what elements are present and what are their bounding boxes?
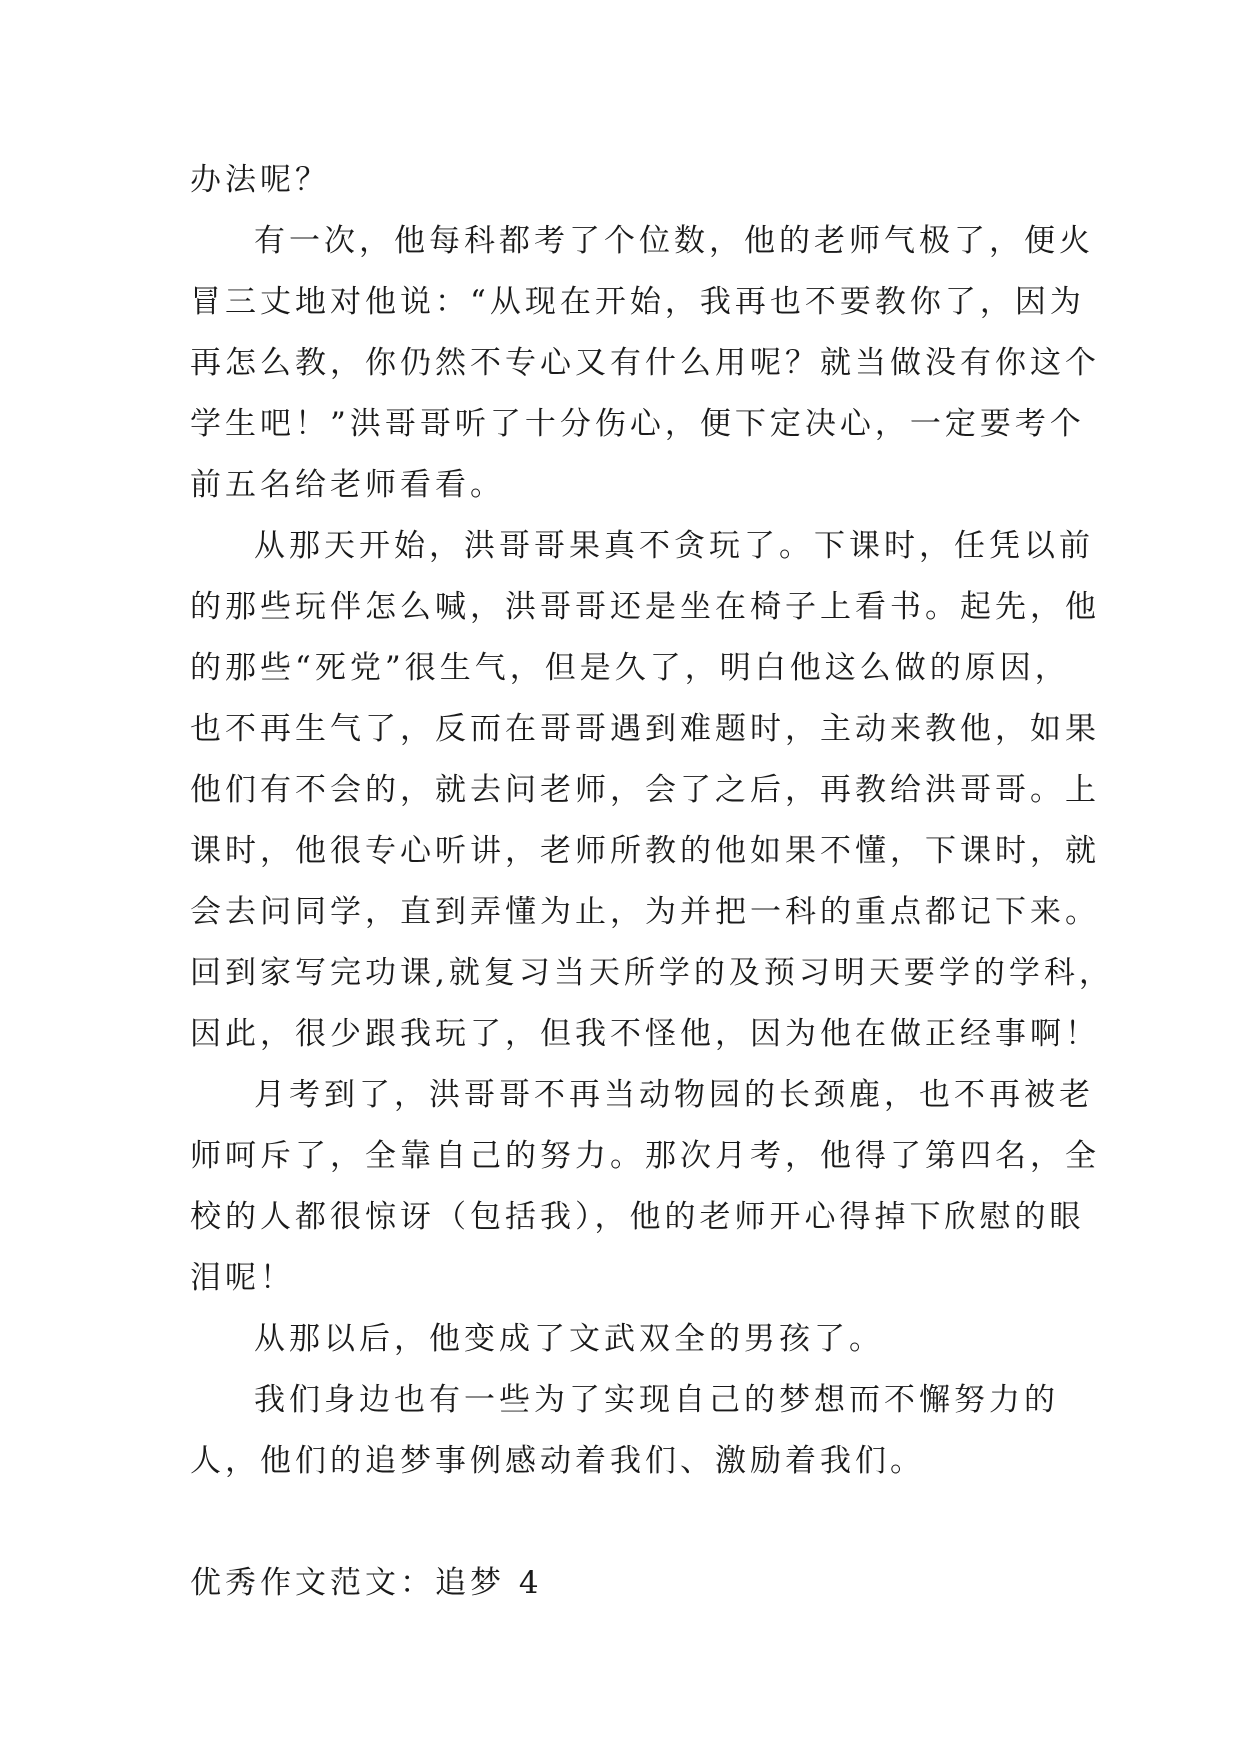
text-line: 回到家写完功课,就复习当天所学的及预习明天要学的学科，: [190, 955, 1114, 991]
text-line: 他们有不会的，就去问老师，会了之后，再教给洪哥哥。上: [190, 772, 1100, 808]
paragraph-start-line: 从那天开始，洪哥哥果真不贪玩了。下课时，任凭以前: [254, 528, 1094, 564]
text-line: 学生吧！”洪哥哥听了十分伤心，便下定决心，一定要考个: [190, 406, 1085, 442]
essay-body: [190, 150, 1114, 1614]
blank-line: [190, 1492, 1070, 1553]
text-line: 泪呢！: [190, 1260, 295, 1296]
text-line: 会去问同学，直到弄懂为止，为并把一科的重点都记下来。: [190, 894, 1100, 930]
paragraph-start-line: 月考到了，洪哥哥不再当动物园的长颈鹿，也不再被老: [254, 1077, 1094, 1113]
text-line: 人，他们的追梦事例感动着我们、激励着我们。: [190, 1443, 925, 1479]
paragraph-start-line: 我们身边也有一些为了实现自己的梦想而不懈努力的: [254, 1382, 1059, 1418]
text-line: 课时，他很专心听讲，老师所教的他如果不懂，下课时，就: [190, 833, 1100, 869]
text-line: 校的人都很惊讶（包括我），他的老师开心得掉下欣慰的眼: [190, 1199, 1085, 1235]
text-line: 也不再生气了，反而在哥哥遇到难题时，主动来教他，如果: [190, 711, 1100, 747]
text-line: 再怎么教，你仍然不专心又有什么用呢？就当做没有你这个: [190, 345, 1100, 381]
text-line: 的那些“死党”很生气，但是久了，明白他这么做的原因，: [190, 650, 1070, 686]
text-line: 冒三丈地对他说：“从现在开始，我再也不要教你了，因为: [190, 284, 1085, 320]
section-heading: 优秀作文范文：追梦 4: [190, 1565, 543, 1601]
text-line: 前五名给老师看看。: [190, 467, 505, 503]
paragraph-start-line: 有一次，他每科都考了个位数，他的老师气极了，便火: [254, 223, 1094, 259]
text-line: 的那些玩伴怎么喊，洪哥哥还是坐在椅子上看书。起先，他: [190, 589, 1100, 625]
text-line: 因此，很少跟我玩了，但我不怪他，因为他在做正经事啊！: [190, 1016, 1100, 1052]
paragraph-start-line: 从那以后，他变成了文武双全的男孩了。: [254, 1321, 884, 1357]
text-line: 师呵斥了，全靠自己的努力。那次月考，他得了第四名，全: [190, 1138, 1100, 1174]
text-line: 办法呢？: [190, 162, 330, 198]
